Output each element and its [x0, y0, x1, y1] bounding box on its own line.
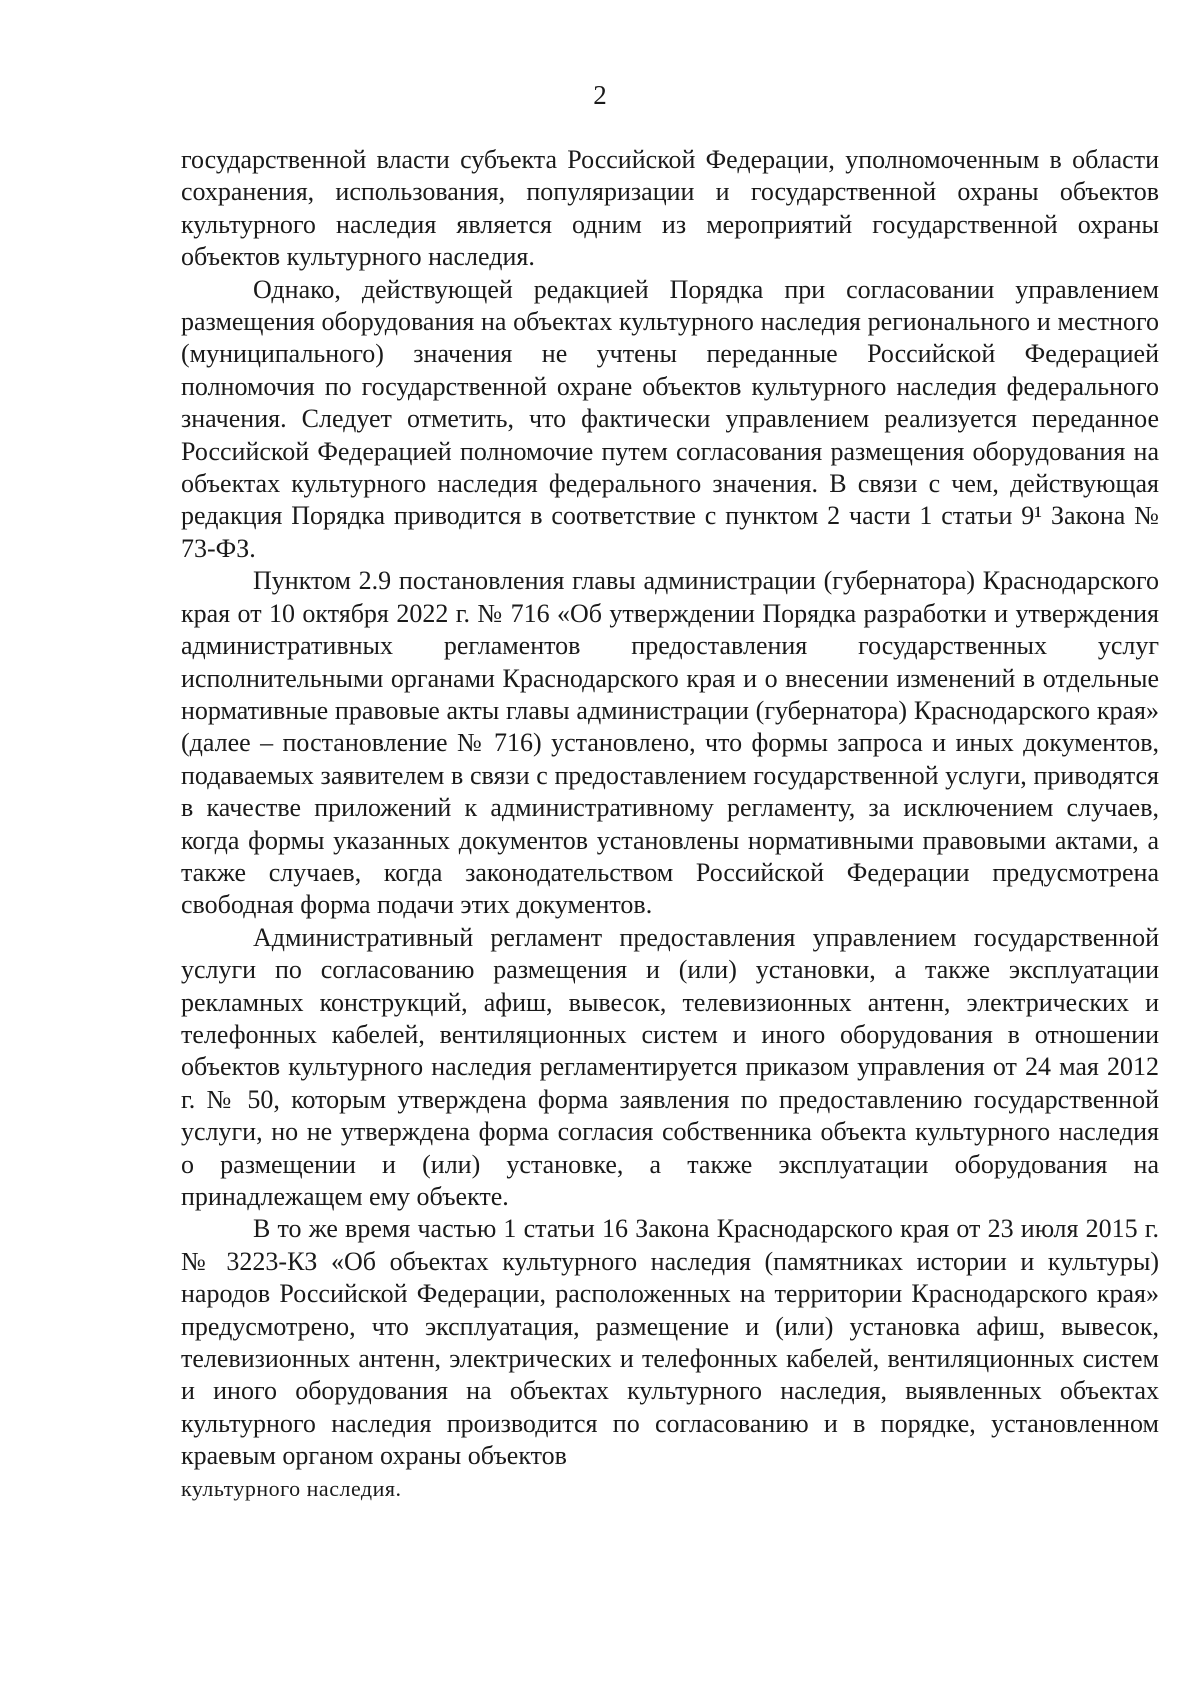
paragraph-final-line: культурного наследия. [181, 1475, 402, 1501]
paragraph-administrative-regulation: Административный регламент предоставления управлением государственной услуги по согласованию размещения и (или) установки, а также эксплуатации рекламных конструкций, афиш, вывесок, телевизионных антенн, электрических и телефонных кабелей, вентиляционных систем и иного оборудования в отношении объектов культурного наследия регламентируется приказом управления от 24 мая 2012 г. № 50, которым утверждена форма заявления по предоставлению государственной услуги, но не утверждена форма согласия собственника объекта культурного наследия о размещении и (или) установке, а также эксплуатации оборудования на принадлежащем ему объекте. [181, 922, 1159, 1211]
page-number: 2 [593, 80, 607, 110]
paragraph-decree-716: Пунктом 2.9 постановления главы администрации (губернатора) Краснодарского края от 10 октября 2022 г. № 716 «Об утверждении Порядка разработки и утверждения административных регламентов предоставления государственных услуг исполнительными органами Краснодарского края и о внесении изменений в отдельные нормативные правовые акты главы администрации (губернатора) Краснодарского края» (далее – постановление № 716) установлено, что формы запроса и иных документов, подаваемых заявителем в связи с предоставлением государственной услуги, приводятся в качестве приложений к административному регламенту, за исключением случаев, когда формы указанных документов установлены нормативными правовыми актами, а также случаев, когда законодательством Российской Федерации предусмотрена свободная форма подачи этих документов. [181, 566, 1159, 920]
paragraph-regional-law: В то же время частью 1 статьи 16 Закона Краснодарского края от 23 июля 2015 г. № 3223-КЗ «Об объектах культурного наследия (памятниках истории и культуры) народов Российской Федерации, расположенных на территории Краснодарского края» предусмотрено, что эксплуатация, размещение и (или) установка афиш, вывесок, телевизионных антенн, электрических и телефонных кабелей, вентиляционных систем и иного оборудования на объектах культурного наследия, выявленных объектах культурного наследия производится по согласованию и в порядке, установленном краевым органом охраны объектов [181, 1214, 1159, 1471]
paragraph-procedure-amendment: Однако, действующей редакцией Порядка при согласовании управлением размещения оборудования на объектах культурного наследия регионального и местного (муниципального) значения не учтены переданные Российской Федерацией полномочия по государственной охране объектов культурного наследия федерального значения. Следует отметить, что фактически управлением реализуется переданное Российской Федерацией полномочие путем согласования размещения оборудования на объектах культурного наследия федерального значения. В связи с чем, действующая редакция Порядка приводится в соответствие с пунктом 2 части 1 статьи 9¹ Закона № 73-ФЗ. [181, 274, 1159, 563]
paragraph-continuation: государственной власти субъекта Российской Федерации, уполномоченным в области сохранения, использования, популяризации и государственной охраны объектов культурного наследия является одним из мероприятий государственной охраны объектов культурного наследия. [181, 145, 1159, 272]
document-body [181, 144, 1159, 1505]
